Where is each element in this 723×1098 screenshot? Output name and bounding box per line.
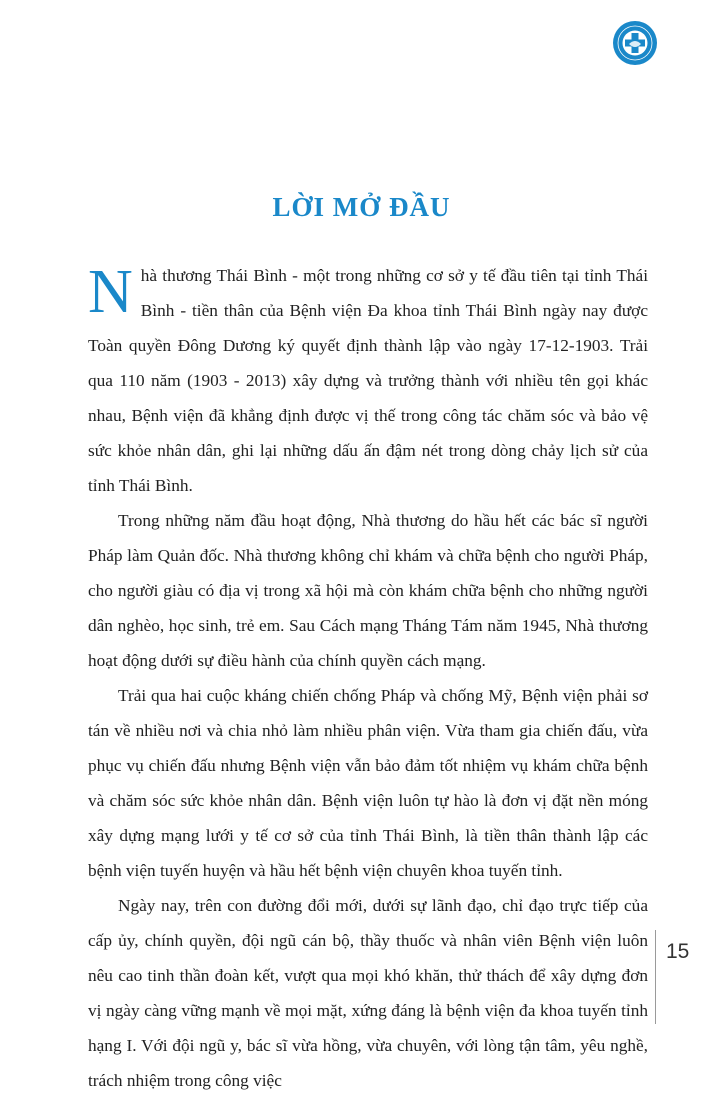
hospital-logo-icon bbox=[612, 20, 658, 66]
paragraph-3: Trải qua hai cuộc kháng chiến chống Pháp và chống Mỹ, Bệnh viện phải sơ tán về nhiều nơi và chia nhỏ làm nhiều phân viện. Vừa tham gia chiến đấu, vừa phục vụ chiến đấu nhưng Bệnh viện vẫn bảo đảm tốt nhiệm vụ khám chữa bệnh và chăm sóc sức khỏe nhân dân. Bệnh viện luôn tự hào là đơn vị đặt nền móng xây dựng mạng lưới y tế cơ sở của tỉnh Thái Bình, là tiền thân thành lập các bệnh viện tuyến huyện và hầu hết bệnh viện chuyên khoa tuyến tỉnh. bbox=[88, 686, 648, 880]
paragraph-1 bbox=[88, 258, 648, 503]
page-number-divider bbox=[655, 930, 656, 1024]
paragraph-2: Trong những năm đầu hoạt động, Nhà thương do hầu hết các bác sĩ người Pháp làm Quản đốc. Nhà thương không chỉ khám và chữa bệnh cho người Pháp, cho người giàu có địa vị trong xã hội mà còn khám chữa bệnh cho những người dân nghèo, học sinh, trẻ em. Sau Cách mạng Tháng Tám năm 1945, Nhà thương hoạt động dưới sự điều hành của chính quyền cách mạng. bbox=[88, 511, 648, 670]
page-title: LỜI MỞ ĐẦU bbox=[272, 192, 451, 222]
page-number: 15 bbox=[666, 940, 690, 963]
paragraph-text: hà thương Thái Bình - một trong những cơ sở y tế đầu tiên tại tỉnh Thái Bình - tiền thân của Bệnh viện Đa khoa tỉnh Thái Bình ngày nay được Toàn quyền Đông Dương ký quyết định thành lập vào ngày 17-12-1903. Trải qua 110 năm (1903 - 2013) xây dựng và trưởng thành với nhiều tên gọi khác nhau, Bệnh viện đã khẳng định được vị thế trong công tác chăm sóc và bảo vệ sức khỏe nhân dân, ghi lại những dấu ấn đậm nét trong dòng chảy lịch sử của tỉnh Thái Bình. bbox=[88, 266, 648, 495]
drop-cap: N bbox=[88, 258, 133, 326]
paragraph-4: Ngày nay, trên con đường đổi mới, dưới sự lãnh đạo, chỉ đạo trực tiếp của cấp ủy, chính quyền, đội ngũ cán bộ, thầy thuốc và nhân viên Bệnh viện luôn nêu cao tinh thần đoàn kết, vượt qua mọi khó khăn, thử thách để xây dựng đơn vị ngày càng vững mạnh về mọi mặt, xứng đáng là bệnh viện đa khoa tuyến tỉnh hạng I. Với đội ngũ y, bác sĩ vừa hồng, vừa chuyên, với lòng tận tâm, yêu nghề, trách nhiệm trong công việc bbox=[88, 896, 648, 1090]
preface-body bbox=[88, 258, 648, 1098]
